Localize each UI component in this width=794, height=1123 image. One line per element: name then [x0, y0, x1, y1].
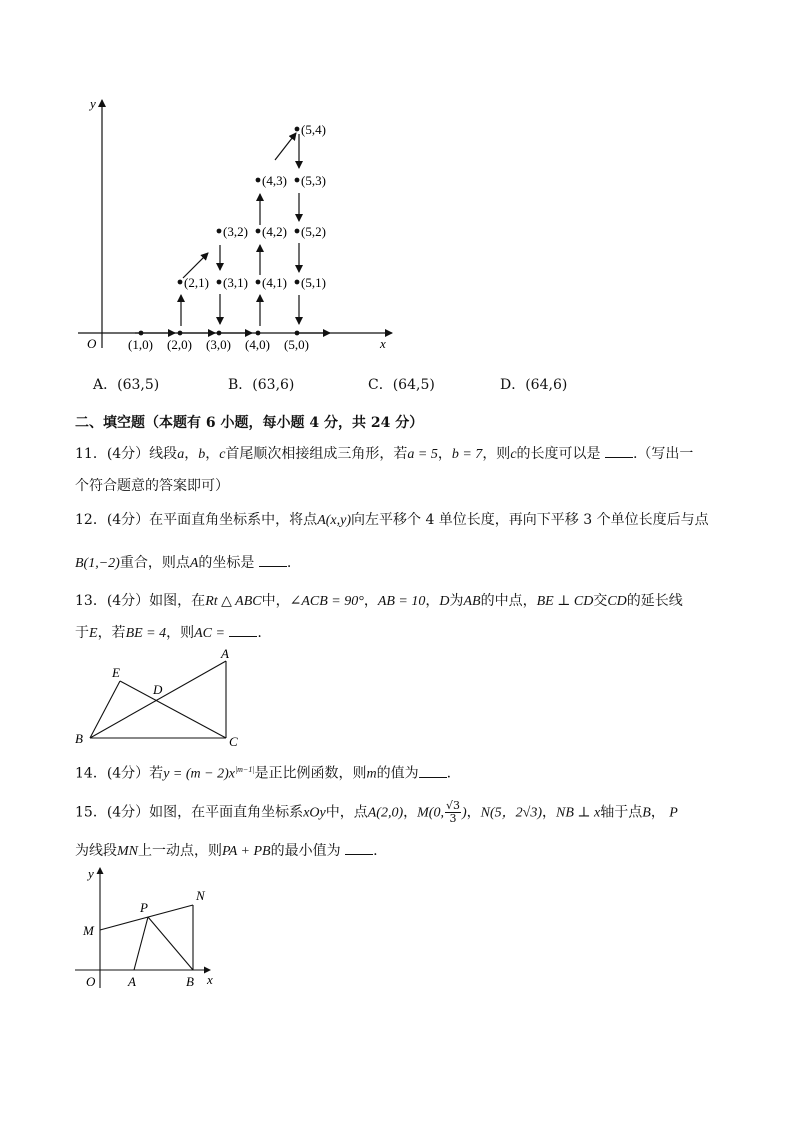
label-p: P: [140, 900, 148, 915]
lattice-point-label: (4,0): [245, 337, 270, 352]
question-12: 12．(4分）在平面直角坐标系中，将点A(x,y)向左平移个 4 单位长度，再向下平移 3 个单位长度后与点: [75, 512, 709, 528]
lattice-point: [295, 178, 300, 183]
question-13-line2: 于E，若BE = 4，则AC = .: [75, 622, 262, 644]
label-o: O: [86, 974, 96, 989]
question-11-line2: 个符合题意的答案即可）: [75, 478, 229, 494]
lattice-point: [217, 280, 222, 285]
lattice-points: [128, 122, 326, 352]
answer-blank[interactable]: [605, 443, 633, 458]
label-c: C: [229, 734, 238, 749]
lattice-point: [256, 280, 261, 285]
lattice-point: [295, 229, 300, 234]
question-12-line2: B(1,−2)重合，则点A的坐标是 .: [75, 552, 291, 574]
lattice-point-label: (4,1): [262, 275, 287, 290]
question-15: 15．(4分）如图，在平面直角坐标系xOy中，点A(2,0)，M(0, $\frac{√3}{3}$ )，N(5，2√3)，NB ⊥ x轴于点B， P: [75, 799, 678, 825]
lattice-point-label: (5,4): [301, 122, 326, 137]
label-b: B: [186, 974, 194, 989]
lattice-point-label: (5,2): [301, 224, 326, 239]
question-11: 11．(4分）线段a，b，c首尾顺次相接组成三角形，若a = 5，b = 7，则c的长度可以是 .（写出一: [75, 443, 693, 465]
y-axis-label: y: [90, 96, 96, 111]
answer-blank[interactable]: [259, 552, 287, 567]
lattice-point-label: (2,0): [167, 337, 192, 352]
lattice-point-label: (3,2): [223, 224, 248, 239]
answer-blank[interactable]: [419, 763, 447, 778]
lattice-point: [178, 331, 183, 336]
option-a: A．(63,5): [93, 377, 160, 393]
label-y: y: [88, 866, 94, 881]
lattice-point: [256, 331, 261, 336]
option-c: C．(64,5): [368, 377, 435, 393]
option-d: D．(64,6): [500, 377, 568, 393]
lattice-point: [256, 178, 261, 183]
label-a: A: [221, 646, 229, 661]
lattice-point: [178, 280, 183, 285]
question-15-line2: 为线段MN上一动点，则PA + PB的最小值为 .: [75, 840, 378, 862]
lattice-point-label: (1,0): [128, 337, 153, 352]
label-a: A: [128, 974, 136, 989]
label-d: D: [153, 682, 163, 697]
lattice-point-label: (4,2): [262, 224, 287, 239]
label-b: B: [75, 731, 83, 746]
coordinate-figure: [70, 860, 230, 1000]
x-axis-label: x: [380, 336, 386, 351]
lattice-point-label: (2,1): [184, 275, 209, 290]
answer-blank[interactable]: [345, 840, 373, 855]
option-b: B．(63,6): [228, 377, 295, 393]
lattice-point-label: (3,1): [223, 275, 248, 290]
lattice-point-label: (5,1): [301, 275, 326, 290]
triangle-figure: [70, 643, 250, 753]
lattice-path-figure: [70, 90, 410, 360]
lattice-point: [295, 127, 300, 132]
answer-blank[interactable]: [229, 622, 257, 637]
lattice-point: [295, 280, 300, 285]
section-title: 二、填空题（本题有 6 小题，每小题 4 分，共 24 分）: [75, 415, 424, 431]
label-x: x: [207, 972, 213, 987]
lattice-point: [217, 229, 222, 234]
label-e: E: [112, 665, 120, 680]
lattice-point-label: (4,3): [262, 173, 287, 188]
lattice-point: [295, 331, 300, 336]
origin-label: O: [87, 336, 97, 351]
lattice-point-label: (5,0): [284, 337, 309, 352]
label-m: M: [83, 923, 94, 938]
lattice-point: [139, 331, 144, 336]
question-13: 13．(4分）如图，在Rt △ ABC中，∠ACB = 90°，AB = 10，D为AB的中点，BE ⊥ CD交CD的延长线: [75, 593, 683, 609]
lattice-point: [217, 331, 222, 336]
label-n: N: [196, 888, 205, 903]
lattice-point-label: (5,3): [301, 173, 326, 188]
lattice-point-label: (3,0): [206, 337, 231, 352]
question-14: 14．(4分）若$y = (m - 2)x^{|m-1|}$是正比例函数，则m的值为 .: [75, 760, 451, 785]
lattice-point: [256, 229, 261, 234]
